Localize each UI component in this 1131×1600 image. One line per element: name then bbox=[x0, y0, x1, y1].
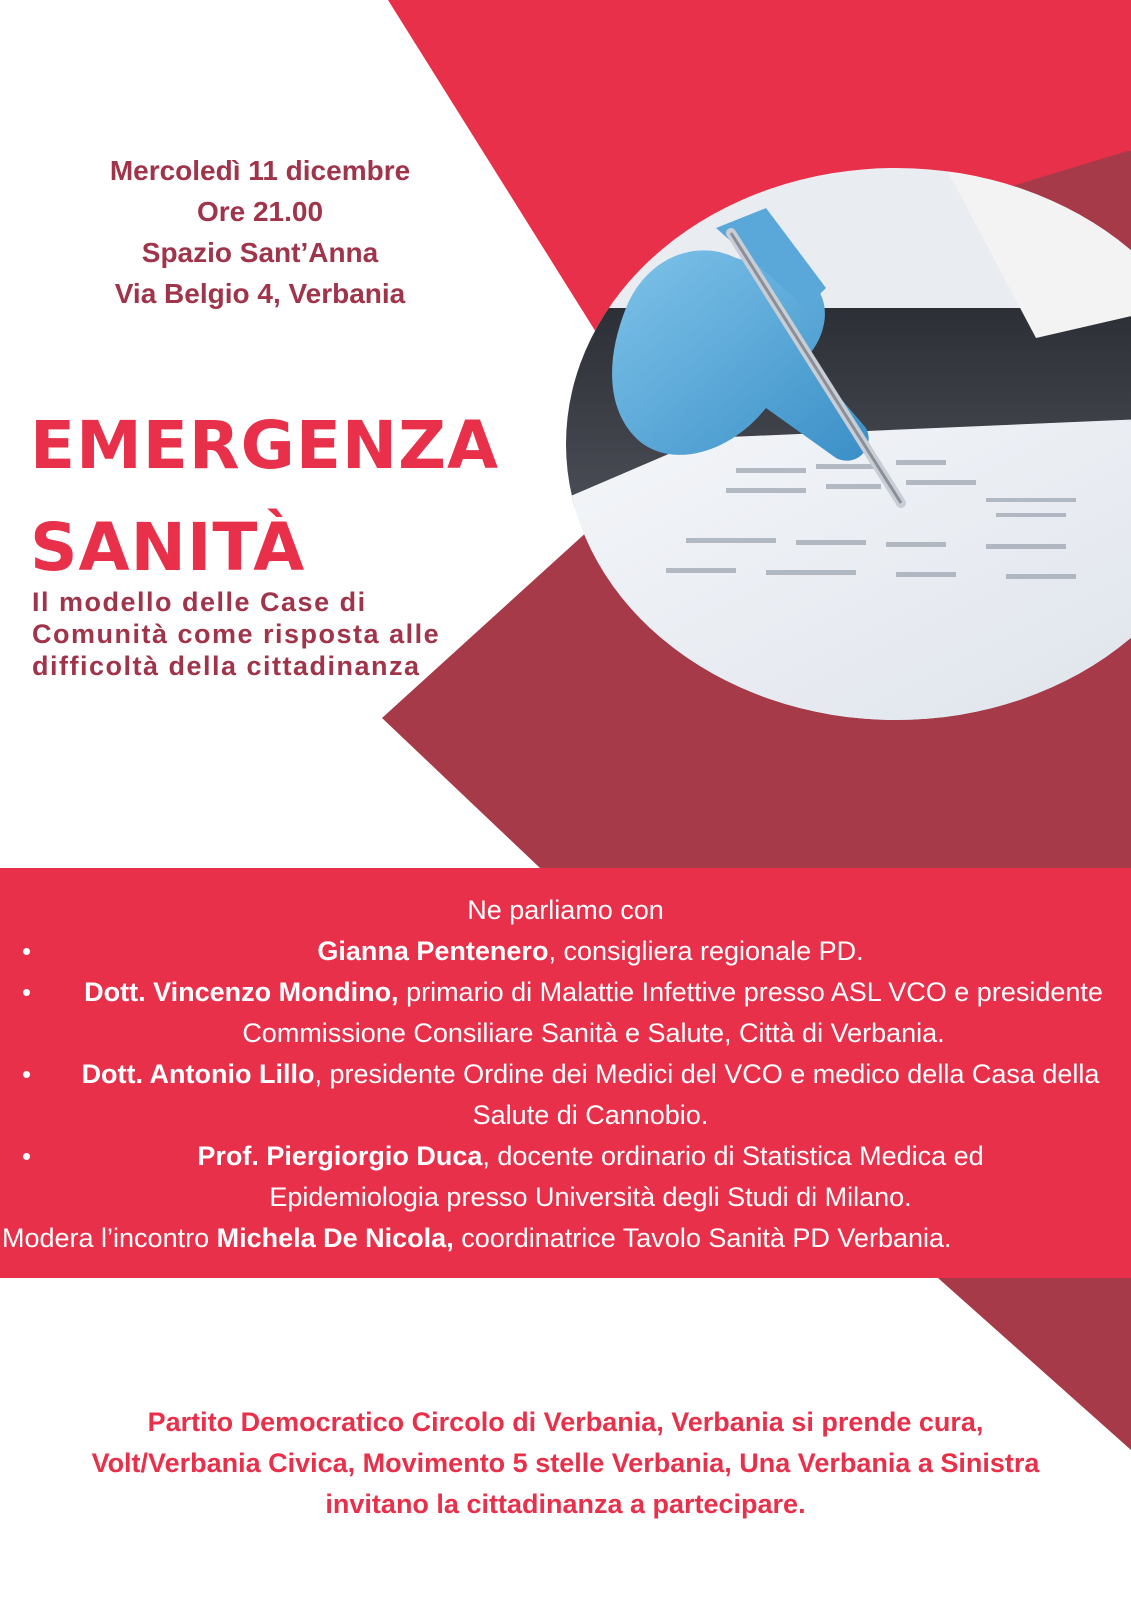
speaker-name: Dott. Antonio Lillo bbox=[81, 1059, 315, 1089]
page-title bbox=[30, 395, 550, 599]
organizers-footer bbox=[0, 1402, 1131, 1525]
footer-line-3: invitano la cittadinanza a partecipare. bbox=[325, 1489, 806, 1519]
speaker-role: , presidente Ordine dei Medici del VCO e medico della Casa della Salute di Cannobio. bbox=[314, 1059, 1100, 1130]
speakers-intro: Ne parliamo con bbox=[467, 895, 664, 925]
speaker-item bbox=[0, 1054, 1131, 1136]
footer-line-1: Partito Democratico Circolo di Verbania, Verbania si prende cura, bbox=[147, 1407, 984, 1437]
speaker-name: Gianna Pentenero bbox=[317, 936, 549, 966]
subtitle: Il modello delle Case di Comunità come risposta alle difficoltà della cittadinanza bbox=[32, 587, 441, 681]
moderator-role: coordinatrice Tavolo Sanità PD Verbania. bbox=[453, 1223, 952, 1253]
event-time: Ore 21.00 bbox=[196, 196, 324, 227]
speaker-role: , docente ordinario di Statistica Medica ed Epidemiologia presso Università degli Studi di Milano. bbox=[269, 1141, 984, 1212]
event-venue: Spazio Sant’Anna bbox=[141, 237, 379, 268]
moderator-prefix: Modera l’incontro bbox=[2, 1223, 217, 1253]
bullet-icon: • bbox=[22, 1141, 32, 1171]
bullet-icon: • bbox=[22, 1059, 32, 1089]
speaker-role: primario di Malattie Infettive presso ASL VCO e presidente Commissione Consiliare Sanità e Salute, Città di Verbania. bbox=[242, 977, 1103, 1048]
moderator-line bbox=[0, 1218, 1131, 1259]
speaker-item bbox=[0, 1136, 1131, 1218]
bullet-icon: • bbox=[22, 936, 32, 966]
event-info bbox=[60, 150, 460, 314]
medical-photo bbox=[566, 168, 1131, 720]
title-line-2: SANITÀ bbox=[30, 509, 306, 586]
speaker-item bbox=[0, 931, 1131, 972]
event-address: Via Belgio 4, Verbania bbox=[114, 278, 406, 309]
speaker-item bbox=[0, 972, 1131, 1054]
moderator-name: Michela De Nicola, bbox=[216, 1223, 454, 1253]
event-date: Mercoledì 11 dicembre bbox=[109, 155, 411, 186]
speaker-role: , consigliera regionale PD. bbox=[548, 936, 864, 966]
bullet-icon: • bbox=[22, 977, 32, 1007]
speaker-name: Dott. Vincenzo Mondino, bbox=[84, 977, 399, 1007]
title-line-1: EMERGENZA bbox=[30, 407, 500, 484]
speaker-name: Prof. Piergiorgio Duca bbox=[197, 1141, 483, 1171]
footer-line-2: Volt/Verbania Civica, Movimento 5 stelle Verbania, Una Verbania a Sinistra bbox=[91, 1448, 1040, 1478]
speakers-section bbox=[0, 868, 1131, 1278]
